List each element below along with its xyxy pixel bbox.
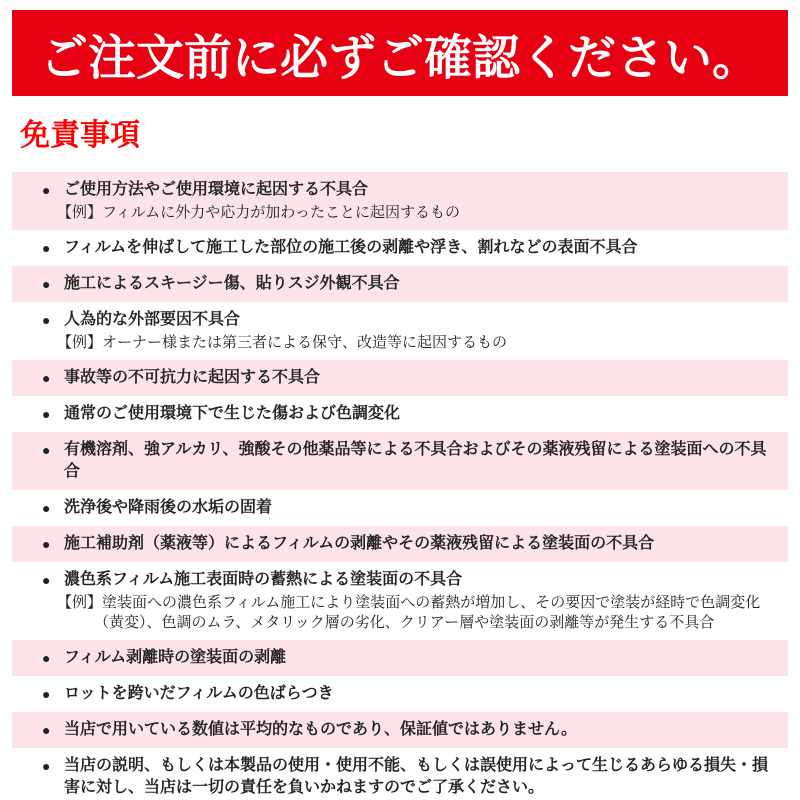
disclaimer-item <box>12 360 788 396</box>
disclaimer-item-text: 事故等の不可抗力に起因する不具合 <box>64 369 321 386</box>
disclaimer-item-example: 【例】オーナー様または第三者による保守、改造等に起因するもの <box>57 334 508 351</box>
disclaimer-item-example: 【例】フィルムに外力や応力が加わったことに起因するもの <box>57 204 461 221</box>
disclaimer-item-content <box>57 309 778 353</box>
bullet-icon: ● <box>42 312 51 328</box>
disclaimer-item-text: 施工によるスキージー傷、貼りスジ外観不具合 <box>64 275 400 292</box>
disclaimer-item-text: 当店で用いている数値は平均的なものであり、保証値ではありません。 <box>64 721 577 738</box>
disclaimer-item-content <box>57 179 778 223</box>
bullet-icon: ● <box>42 686 51 702</box>
disclaimer-item-content <box>64 533 778 555</box>
disclaimer-item <box>12 490 788 526</box>
bullet-icon: ● <box>42 536 51 552</box>
bullet-icon: ● <box>42 650 51 666</box>
disclaimer-item <box>12 396 788 432</box>
disclaimer-item-content <box>64 403 778 425</box>
disclaimer-page <box>0 10 800 800</box>
disclaimer-item-text: 施工補助剤（薬液等）によるフィルムの剥離やその薬液残留による塗装面の不具合 <box>64 535 655 552</box>
disclaimer-item-content <box>64 273 778 295</box>
disclaimer-item-text: 人為的な外部要因不具合 <box>64 311 241 328</box>
bullet-icon: ● <box>42 276 51 292</box>
disclaimer-item-text: 洗浄後や降雨後の水垢の固着 <box>64 499 273 516</box>
disclaimer-section-heading: 免責事項 <box>20 119 140 152</box>
disclaimer-list <box>12 172 788 800</box>
disclaimer-item-text: ロットを跨いだフィルムの色ばらつき <box>64 685 334 702</box>
disclaimer-item-content <box>64 237 778 259</box>
disclaimer-item-text: 有機溶剤、強アルカリ、強酸その他薬品等による不具合およびその薬液残留による塗装面への不具合 <box>64 441 767 480</box>
banner-text: ご注文前に必ずご確認ください。 <box>39 31 760 85</box>
disclaimer-item-content <box>64 683 778 705</box>
disclaimer-item-content <box>64 719 778 741</box>
disclaimer-item <box>12 676 788 712</box>
disclaimer-item-content <box>64 439 778 483</box>
disclaimer-item <box>12 302 788 360</box>
disclaimer-item-text: 通常のご使用環境下で生じた傷および色調変化 <box>64 405 401 422</box>
disclaimer-item <box>12 230 788 266</box>
disclaimer-item-text: 濃色系フィルム施工表面時の蓄熱による塗装面の不具合 <box>64 571 463 588</box>
bullet-icon: ● <box>42 240 51 256</box>
bullet-icon: ● <box>42 442 51 458</box>
disclaimer-item-content <box>64 647 778 669</box>
bullet-icon: ● <box>42 406 51 422</box>
disclaimer-item-text: 当店の説明、もしくは本製品の使用・使用不能、もしくは誤使用によって生じるあらゆる損失・損害に対し、当店は一切の責任を負いかねますのでご了承ください。 <box>64 757 769 796</box>
bullet-icon: ● <box>42 572 51 588</box>
disclaimer-item <box>12 712 788 748</box>
bullet-icon: ● <box>42 758 51 774</box>
bullet-icon: ● <box>42 182 51 198</box>
disclaimer-item <box>12 562 788 640</box>
disclaimer-item <box>12 266 788 302</box>
confirm-before-order-banner <box>12 10 788 96</box>
disclaimer-item-content <box>57 569 778 633</box>
disclaimer-item <box>12 748 788 800</box>
bullet-icon: ● <box>42 370 51 386</box>
bullet-icon: ● <box>42 500 51 516</box>
disclaimer-item <box>12 172 788 230</box>
bullet-icon: ● <box>42 722 51 738</box>
disclaimer-item-text: ご使用方法やご使用環境に起因する不具合 <box>64 181 369 198</box>
disclaimer-item-content <box>64 755 778 799</box>
disclaimer-item <box>12 432 788 490</box>
disclaimer-item-example: 【例】塗装面への濃色系フィルム施工により塗装面への蓄熱が増加し、その要因で塗装が経時で色調変化（黄変）、色調のムラ、メタリック層の劣化、クリアー層や塗装面の剥離等が発生する不具合 <box>57 594 761 631</box>
disclaimer-item <box>12 640 788 676</box>
disclaimer-item-content <box>64 367 778 389</box>
disclaimer-item-text: フィルムを伸ばして施工した部位の施工後の剥離や浮き、割れなどの表面不具合 <box>64 239 638 256</box>
disclaimer-item <box>12 526 788 562</box>
disclaimer-item-content <box>64 497 778 519</box>
disclaimer-item-text: フィルム剥離時の塗装面の剥離 <box>64 649 287 666</box>
